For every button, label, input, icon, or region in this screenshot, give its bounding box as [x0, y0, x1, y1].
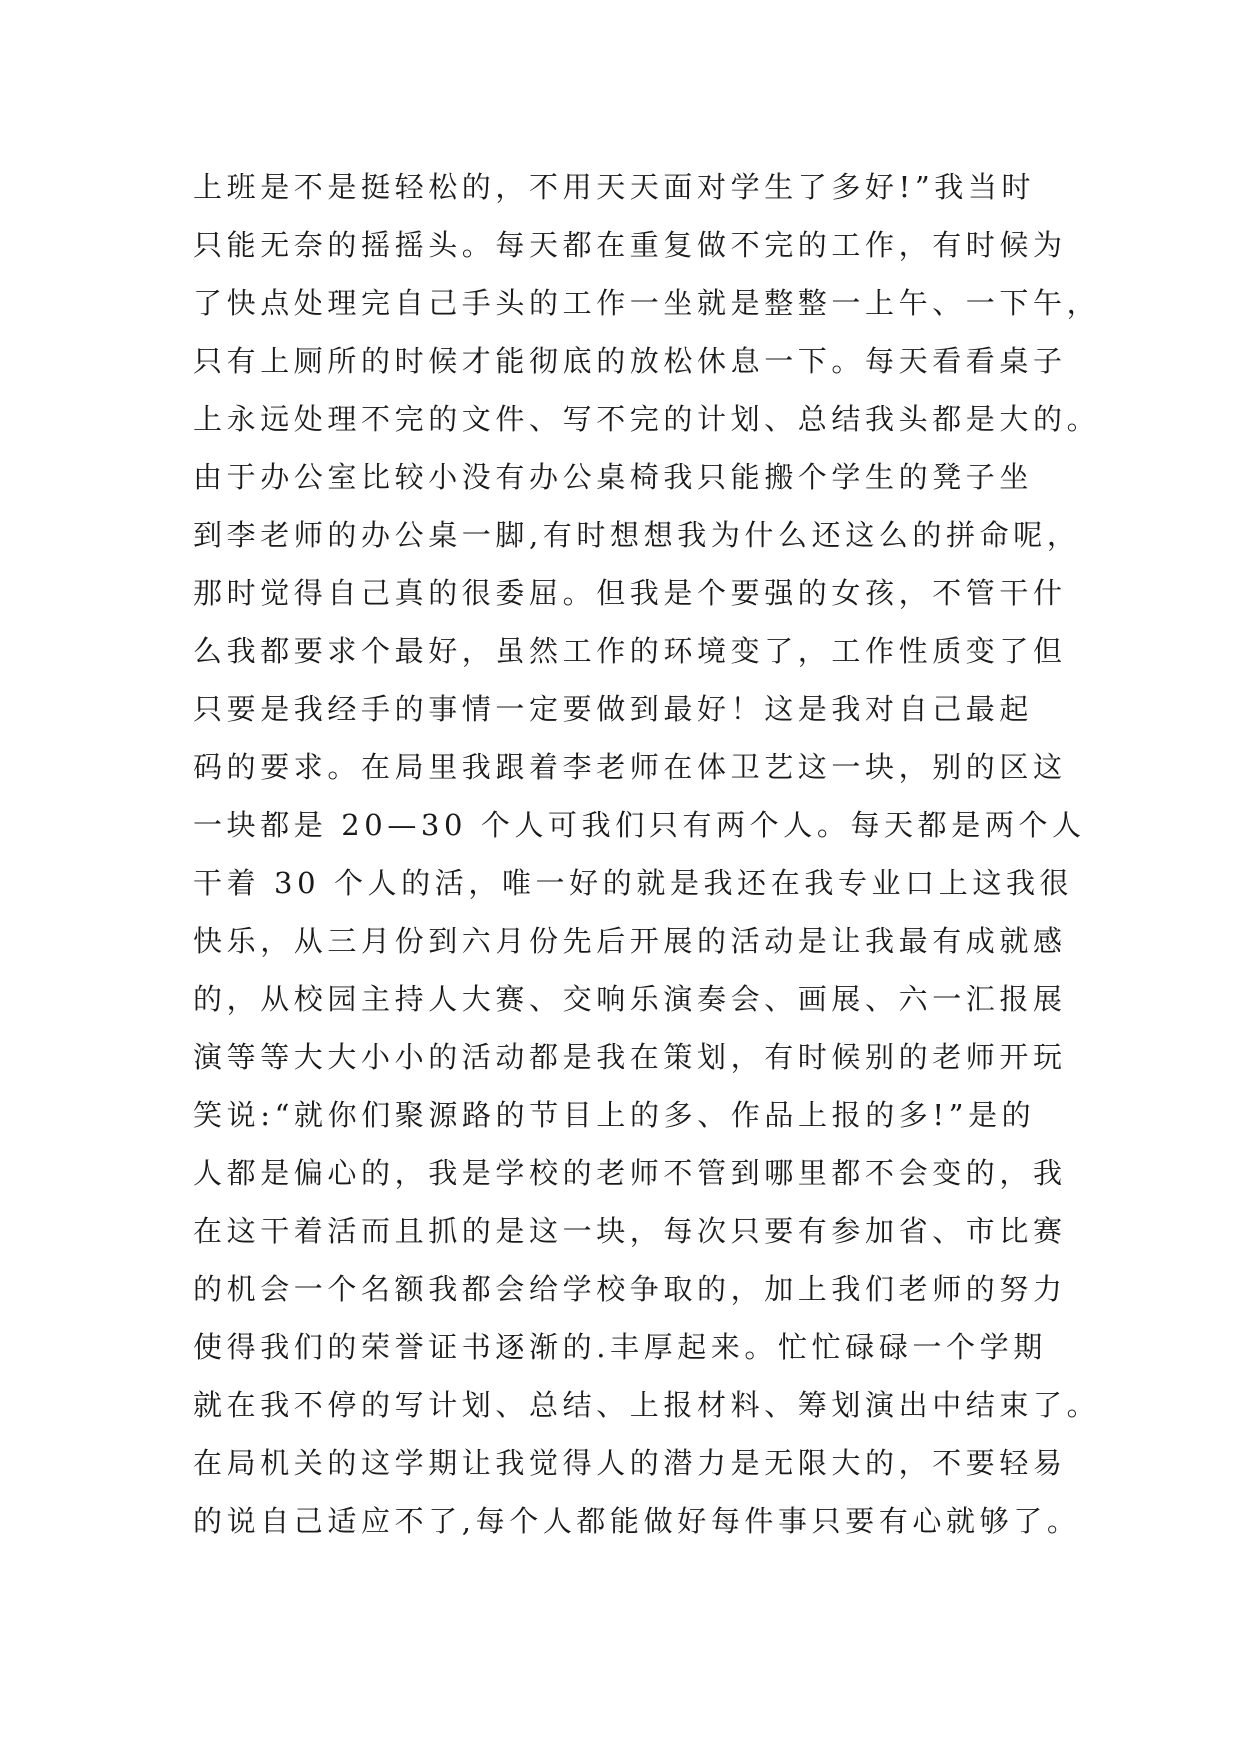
text-line-20: 的机会一个名额我都会给学校争取的，加上我们老师的努力 — [193, 1272, 1067, 1306]
text-line-2: 只能无奈的摇摇头。每天都在重复做不完的工作，有时候为 — [193, 228, 1067, 262]
text-line-22: 就在我不停的写计划、总结、上报材料、筹划演出中结束了。 — [193, 1388, 1101, 1422]
text-line-4: 只有上厕所的时候才能彻底的放松休息一下。每天看看桌子 — [193, 344, 1067, 378]
text-line-6: 由于办公室比较小没有办公桌椅我只能搬个学生的凳子坐 — [193, 460, 1034, 494]
text-line-8: 那时觉得自己真的很委屈。但我是个要强的女孩，不管干什 — [193, 576, 1067, 610]
text-line-19: 在这干着活而且抓的是这一块，每次只要有参加省、市比赛 — [193, 1214, 1067, 1248]
body-text — [193, 158, 1101, 1550]
text-line-3: 了快点处理完自己手头的工作一坐就是整整一上午、一下午， — [193, 286, 1101, 320]
text-line-11: 码的要求。在局里我跟着李老师在体卫艺这一块，别的区这 — [193, 750, 1067, 784]
text-line-7: 到李老师的办公桌一脚,有时想想我为什么还这么的拼命呢， — [193, 518, 1081, 552]
text-line-1: 上班是不是挺轻松的，不用天天面对学生了多好!”我当时 — [193, 170, 1036, 204]
text-line-9: 么我都要求个最好，虽然工作的环境变了，工作性质变了但 — [193, 634, 1067, 668]
text-line-23: 在局机关的这学期让我觉得人的潜力是无限大的，不要轻易 — [193, 1446, 1067, 1480]
text-line-14: 快乐，从三月份到六月份先后开展的活动是让我最有成就感 — [193, 924, 1067, 958]
text-line-18: 人都是偏心的，我是学校的老师不管到哪里都不会变的，我 — [193, 1156, 1067, 1190]
text-line-16: 演等等大大小小的活动都是我在策划，有时候别的老师开玩 — [193, 1040, 1067, 1074]
text-line-10: 只要是我经手的事情一定要做到最好！这是我对自己最起 — [193, 692, 1034, 726]
text-line-13: 干着 30 个人的活，唯一好的就是我还在我专业口上这我很 — [193, 866, 1074, 900]
text-line-12: 一块都是 20—30 个人可我们只有两个人。每天都是两个人 — [193, 808, 1086, 842]
text-line-24: 的说自己适应不了,每个人都能做好每件事只要有心就够了。 — [193, 1504, 1081, 1538]
text-line-17: 笑说:“就你们聚源路的节目上的多、作品上报的多!”是的 — [193, 1098, 1036, 1132]
text-line-5: 上永远处理不完的文件、写不完的计划、总结我头都是大的。 — [193, 402, 1101, 436]
text-line-15: 的，从校园主持人大赛、交响乐演奏会、画展、六一汇报展 — [193, 982, 1067, 1016]
text-line-21: 使得我们的荣誉证书逐渐的.丰厚起来。忙忙碌碌一个学期 — [193, 1330, 1047, 1364]
